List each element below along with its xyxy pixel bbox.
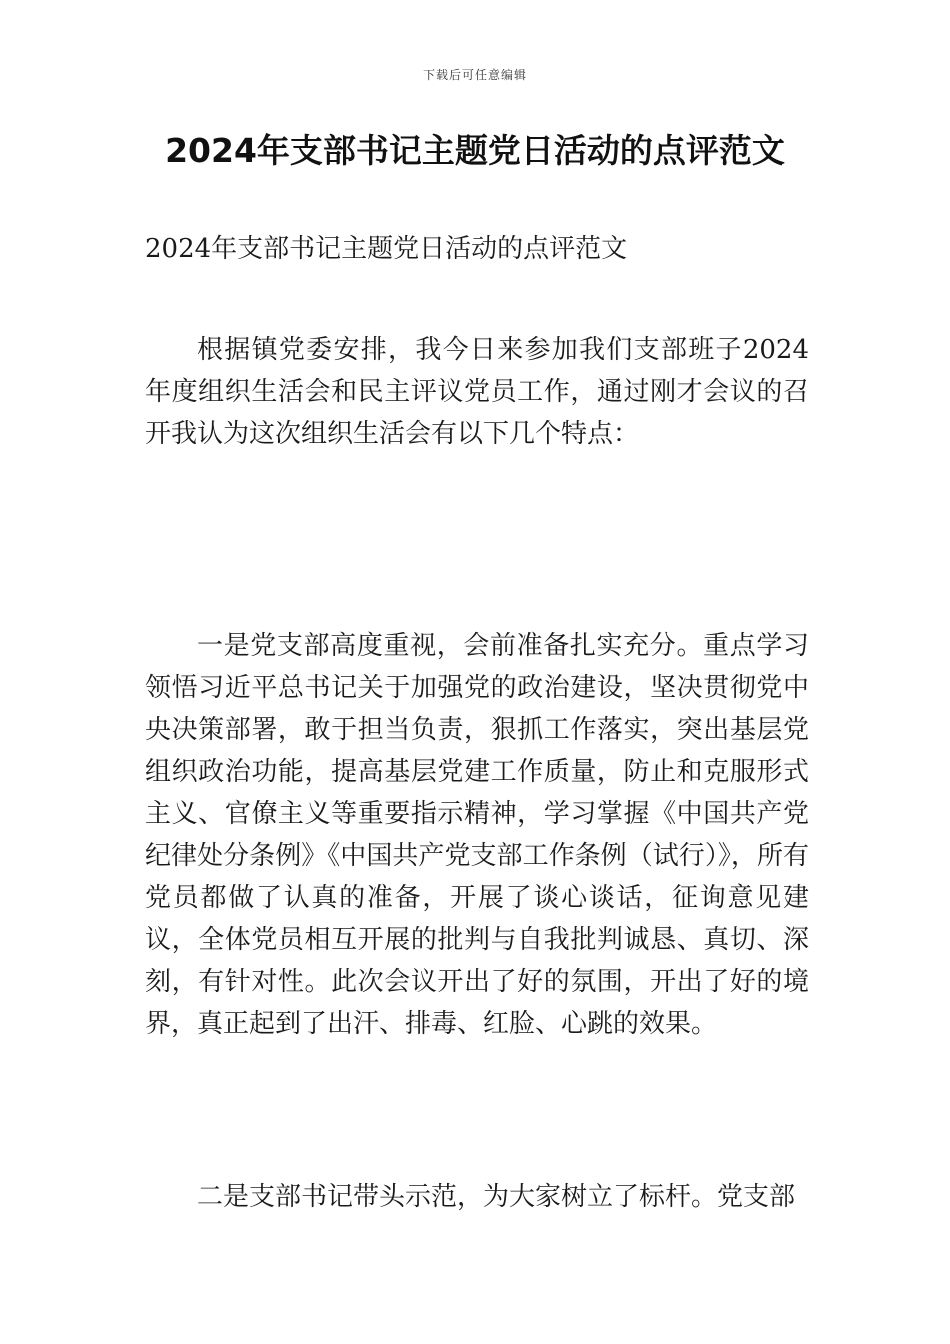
paragraph-intro: 根据镇党委安排，我今日来参加我们支部班子2024年度组织生活会和民主评议党员工作，通过刚才会议的召开我认为这次组织生活会有以下几个特点： xyxy=(145,335,809,449)
paragraph-point-two: 二是支部书记带头示范，为大家树立了标杆。党支部 xyxy=(197,1182,796,1212)
document-subtitle: 2024年支部书记主题党日活动的点评范文 xyxy=(145,234,628,264)
paragraph-point-one: 一是党支部高度重视，会前准备扎实充分。重点学习领悟习近平总书记关于加强党的政治建设，坚决贯彻党中央决策部署，敢于担当负责，狠抓工作落实，突出基层党组织政治功能，提高基层党建工作质量，防止和克服形式主义、官僚主义等重要指示精神，学习掌握《中国共产党纪律处分条例》《中国共产党支部工作条例（试行）》，所有党员都做了认真的准备，开展了谈心谈话，征询意见建议，全体党员相互开展的批判与自我批判诚恳、真切、深刻，有针对性。此次会议开出了好的氛围，开出了好的境界，真正起到了出汗、排毒、红脸、心跳的效果。 xyxy=(145,631,809,1039)
download-note: 下载后可任意编辑 xyxy=(422,68,527,82)
document-title: 2024年支部书记主题党日活动的点评范文 xyxy=(165,131,785,170)
